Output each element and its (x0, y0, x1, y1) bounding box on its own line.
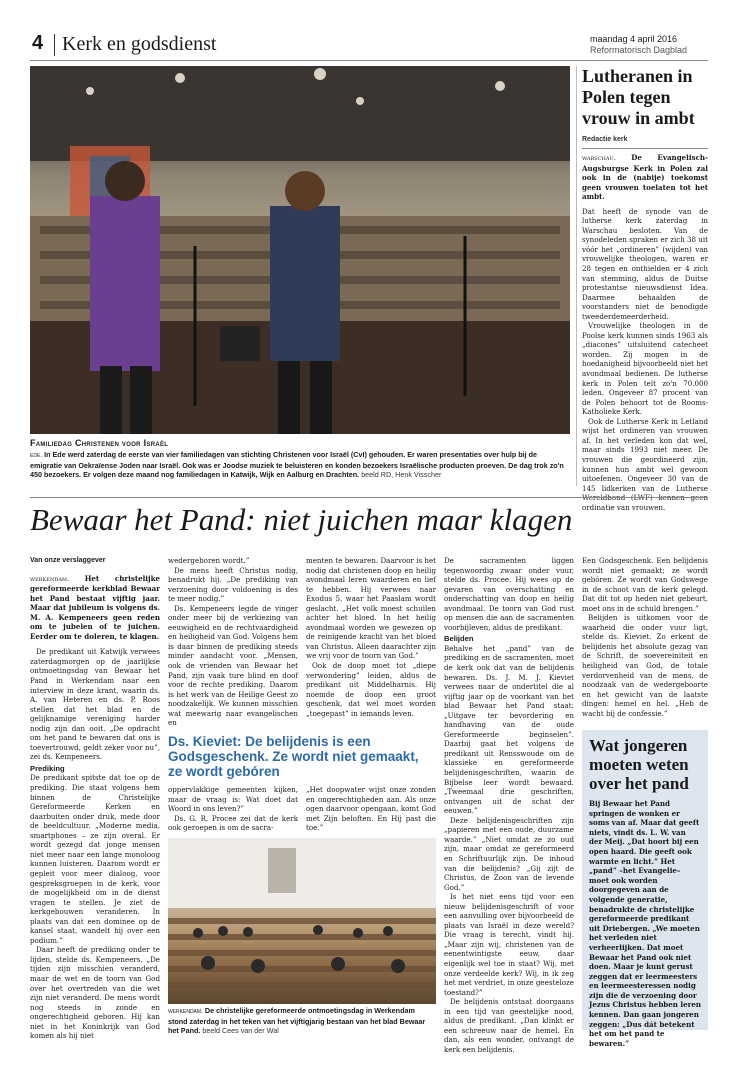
paragraph: Deze belijdenisgeschriften zijn „papieren met een oude, duurzame waarde.” „Niet omdat ze zo oud zijn, maar omdat ze gereformeerd en Schriftuurlijk zijn. De inhoud van die belijdenis? „Gij zijt de Christus, de Zoon van de levende God.” (444, 815, 574, 892)
main-col-3b (306, 785, 436, 833)
church-photo-caption (168, 1006, 436, 1036)
sidebar-headline: Lutheranen in Polen tegen vrouw in ambt (582, 66, 695, 128)
main-col-4 (444, 556, 574, 1054)
paragraph: Ook de doop moet tot „diepe verwondering” leiden, aldus de predikant uit Middelharnis. Hij noemde de doop een groot geschenk, dat wel moet worden „toegepast” in iemands leven. (306, 661, 436, 718)
main-col-1 (30, 556, 160, 1041)
caption-title: Familiedag Christenen voor Israël (30, 438, 169, 448)
issue-date: maandag 4 april 2016 (590, 34, 678, 44)
paragraph: De sacramenten liggen tegenwoordig zwaar onder vuur, stelde ds. Procee. Hij wees op de gevaren van overschatting en onderschatting van doop en heilig avondmaal. De toorn van God rust op mensen die aan de sacramenten voorbijleven, aldus de predikant. (444, 556, 574, 632)
sidebar-lead (582, 153, 708, 202)
concert-scene-illustration (30, 66, 570, 434)
publication-name: Reformatorisch Dagblad (590, 45, 688, 55)
page-number: 4 (32, 32, 44, 54)
sidebar-byline: Redactie kerk (582, 136, 628, 143)
paragraph: Belijden is uitkomen voor de waarheid die onder vuur ligt, stelde ds. Kieviet. Zo erkent de belijdenis het absolute gezag van de Schrift, de soevereiniteit en heiligheid van God, de totale verdorvenheid van de mens, de noodzaak van de wedergeboorte en het gewicht van de laatste dingen: hemel en hel. „Heb de wacht bij de confessie.” (582, 613, 708, 718)
subhead-prediking: Prediking (30, 763, 65, 773)
paragraph: Is het niet eens tijd voor een nieuw belijdenisgeschrift of voor een aanvulling over bijvoorbeeld de plaats van Israël in deze wereld? Die vraag is terecht, vindt hij. „Maar zijn wij, christenen van de eenentwintigste eeuw, daar eigenlijk wel toe in staat? Wij, met onze verdeelde kerk? Wij, in ik zeg het met verdriet, in onze geesteloze toestand?” (444, 892, 574, 997)
paragraph: Een Godsgeschenk. Een belijdenis wordt niet gemaakt; ze wordt gebóren. Ze wordt van Godswege in de schoot van de kerk gelegd. Dat dit tot op heden niet gebeurt, moet ons in de schuld brengen.” (582, 556, 708, 613)
subhead-belijden: Belijden (444, 634, 474, 644)
paragraph: wedergeboren wordt.” (168, 556, 250, 565)
main-col-2 (168, 556, 298, 728)
main-lead-text: Het christelijke gereformeerde kerkblad Bewaar het Pand bestaat vijftig jaar. Maar dat jubileum is volgens ds. M. A. Kempeneers geen reden om te jubelen of te juichen. Eerder om te doleren, te klagen. (30, 573, 160, 641)
paragraph: Daar heeft de prediking onder te lijden, stelde ds. Kempeneers. „De tijden zijn misschien veranderd, maar de wet en de toorn van God over het overtreden van die wet zijn niet veranderd. De mens wordt nog steeds in zonde en ongerechtigheid geboren. Hij kan niet in het Koninkrijk van God komen als hij niet (30, 945, 160, 1041)
sidebar-article (582, 66, 708, 512)
main-col-3 (306, 556, 436, 718)
sidebar-paragraph: Dat heeft de synode van de lutherse kerk zaterdag in Warschau besloten. Van de synodeleden spraken er zich 38 uit vóór het „ordineren” (wijden) van vrouwelijke theologen, waren er 28 tegen en onthielden er 4 zich van stemming, aldus de Duitse protestantse nieuwsdienst Idea. Daarmee behaalden de voorstanders niet de benodigde tweederdemeerderheid. (582, 206, 708, 321)
top-photo-caption (30, 438, 570, 480)
header-divider (54, 34, 55, 56)
box-headline: Wat jongeren moeten weten over het pand (589, 736, 689, 793)
paragraph: De predikant uit Katwijk verwees zaterdagmorgen op de jaarlijkse ontmoetingsdag van Bewaar het Pand in Werkendam naar een interview in deze krant, waarin ds. A. van Heteren en ds. P. Roos stellen dat het blad en de gelijknamige vereniging harder nodig zijn dan ooit. „De opdracht om het pand te bewaren dat ons is toevertrouwd, geldt zeker voor nu”, zei ds. Kempeneers. (30, 647, 160, 762)
church-caption-text: De christelijke gereformeerde ontmoetingsdag in Werkendam stond zaterdag in het teken van het vijftigjarig bestaan van het blad Bewaar het Pand. (168, 1006, 426, 1036)
section-rule (30, 497, 708, 498)
main-col-2b (168, 785, 298, 833)
sidebar-paragraph: Vrouwelijke theologen in de Poolse kerk kunnen sinds 1963 als „diacones” uitsluitend catecheet worden. Zij mogen in de hoedanigheid bijvoorbeeld niet het avondmaal bedienen. De lutherse kerk in Polen telt zo'n 70.000 leden. Ongeveer 87 procent van de Polen behoort tot de Rooms-Katholieke Kerk. (582, 321, 708, 417)
paragraph: De predikant spitste dat toe op de prediking. Die staat volgens hem binnen de Christelijke Gereformeerde Kerken en daarbuiten onder druk, mede door de beeldcultuur. „Moderne media, smartphones – ze zijn overal. Er wordt gezegd dat jonge mensen niet meer naar een lange monoloog kunnen luisteren. Daarom wordt er gepleit voor meer dialoog, voor gespreksgroepen in de kerk, voor de mogelijkheid om in de dienst vragen te stellen. Je ziet de kerkgebouwen veranderen. In plaats van dat een dominee op de kansel staat, wandelt hij over een podium.” (30, 773, 160, 945)
church-interior-illustration (168, 838, 436, 1004)
column-divider (576, 66, 577, 486)
header-rule (30, 60, 708, 61)
caption-text (30, 450, 570, 480)
box-text: Bij Bewaar het Pand springen de wonken er soms van af. Maar dat geeft niets, vindt ds. L. W. van der Meij. „Dat hoort bij een open haard. Die geeft ook warmte en licht.” Het „pand” –het Evangelie– moet ook worden doorgegeven aan de volgende generatie, benadrukte de christelijke gereformeerde predikant uit Driebergen. „We moeten het verleden niet verheerlijken. Dat moet Bewaar het Pand ook niet doen. Maar je kunt gerust zeggen dat er leermeesters en leermeesteressen nodig zijn die de verzoening door Jezus Christus hebben leren kennen. Dan gaan jongeren zeggen: „Dus dát betekent het om het pand te bewaren.” (589, 799, 701, 1048)
sidebar-dateline: warschau. (582, 154, 616, 162)
sidebar-rule (582, 148, 708, 149)
caption-dateline: ede. (30, 452, 43, 459)
caption-body: In Ede werd zaterdag de eerste van vier familiedagen van stichting Christenen voor Israël (CvI) gehouden. Er waren presentaties over hulp bij de emigratie van Oekraïense Joden naar Israël. Ook was er Joodse muziek te beluisteren en konden bezoekers Israëlische producten proeven. De dag trok zo'n 450 bezoekers. Er volgen deze maand nog familiedagen in Katwijk, Wijk en Aalburg en Drachten. (30, 450, 564, 480)
pull-quote: Ds. Kieviet: De belijdenis is een Godsgeschenk. Ze wordt niet gemaakt, ze wordt gebóren (168, 734, 419, 779)
header-dateline (590, 34, 687, 56)
paragraph: Ds. G. R. Procee zei dat de kerk ook geroepen is om de sacra- (168, 813, 298, 833)
sidebar-lead-text: De Evangelisch-Augsburgse Kerk in Polen zal ook in de (nabije) toekomst geen vrouwen toelaten tot het ambt. (582, 153, 708, 202)
main-byline: Van onze verslaggever (30, 557, 106, 564)
main-dateline: werkendam. (30, 574, 70, 583)
main-col-5 (582, 556, 708, 718)
paragraph: De belijdenis ontstaat doorgaans in een tijd van geestelijke nood, aldus de predikant. „Dan klinkt er een schreeuw naar de hemel. En dan, als een wonder, ontvangt de kerk een belijdenis. (444, 997, 574, 1054)
top-photo (30, 66, 570, 434)
photo-credit: beeld RD, Henk Visscher (361, 470, 442, 480)
paragraph: „Het doopwater wijst onze zonden en ongerechtigheden aan. Als onze ogen daarvoor opengaan, komt God met Zijn beloften. En Hij past die toe.” (306, 785, 436, 833)
church-photo (168, 838, 436, 1004)
paragraph: oppervlakkige gemeenten kijken, maar de vraag is: Wat doet dat Woord in ons leven?” (168, 785, 298, 814)
sidebar-paragraph: Ook de Lutherse Kerk in Letland wijst het ordineren van vrouwen af. In het verleden kon dat wel, maar sinds 1993 niet meer. De vrouwen die geordineerd zijn, kunnen hun ambt wel gewoon uitoefenen. Ongeveer 30 van de 145 lidkerken van de Lutherse ordinatie van vrouwen. (582, 416, 708, 512)
paragraph: menten te bewaren. Daarvoor is het nodig dat christenen doop en heilig avondmaal leren waarderen en lief te hebben. Hij verwees naar Exodus 5, waar het Paaslam wordt geslacht. „Het volk moest schuilen achter het bloed. In het heilig avondmaal worden we gewezen op de reinigende kracht van het bloed van Christus. Alleen daarachter zijn we vrij voor de toorn van God.” (306, 556, 436, 661)
paragraph: Behalve het „pand” van de prediking en de sacramenten, moet de kerk ook dat van de belijdenis bewaren. Ds. J. M. J. Kieviet verwees naar de ondertitel die al vijftig jaar op de voorkant van het blad Bewaar het Pand staat: „Uitgave ter bevordering en handhaving van de oude Gereformeerde beginselen”. Daarbij gaat het volgens de predikant uit Rensswoude om de klassieke en gereformeerde belijdenisgeschriften, waarin de Bijbelse leer wordt bewaard. „Tweemaal drie geschriften, ontvangen uit de schat der eeuwen.” (444, 643, 574, 816)
info-box (582, 730, 708, 1048)
main-lead (30, 574, 160, 642)
church-photo-credit: beeld Cees van der Wal (202, 1026, 279, 1036)
main-headline: Bewaar het Pand: niet juichen maar klagen (30, 502, 573, 537)
section-title: Kerk en godsdienst (62, 33, 217, 55)
paragraph: Ds. Kempeneers legde de vinger onder meer bij de verkiezing van eeuwigheid en de rechtvaardigheid en heiligheid van God. Volgens hem is daar binnen de prediking steeds minder aandacht voor. „Mensen, ook de vrienden van Bewaar het Pand, zijn vaak ture blind en doof voor de rechte prediking. Daarom is het werk van de Heilige Geest zo noodzakelijk. We kunnen misschien wat meewarig naar evangelischen en (168, 603, 298, 728)
church-caption-dateline: werkendam. (168, 1008, 203, 1015)
paragraph: De mens heeft Christus nodig, benadrukt hij. „De prediking van verzoening door voldoening is des te meer nodig.” (168, 565, 298, 604)
sidebar-body (582, 153, 708, 512)
